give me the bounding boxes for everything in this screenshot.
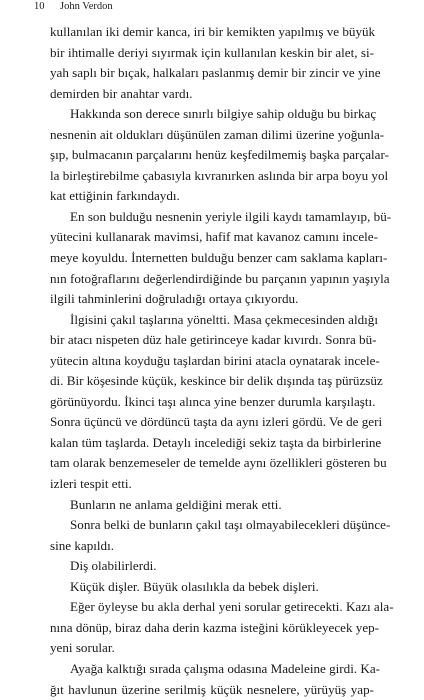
text-line: izleri tespit etti. <box>50 474 374 495</box>
text-line: İlgisini çakıl taşlarına yöneltti. Masa çekmecesinden aldığı <box>50 310 374 331</box>
body-text <box>50 22 374 700</box>
text-line: yah saplı bir bıçak, halkaları paslanmış demir bir zincir ve yine <box>50 63 374 84</box>
paragraph <box>50 515 374 556</box>
text-line: sine kapıldı. <box>50 536 374 557</box>
running-header <box>34 0 113 14</box>
text-line: kat ettiğinin farkındaydı. <box>50 186 374 207</box>
paragraph <box>50 597 374 659</box>
text-line: la birleştirebilme çabasıyla kıvranırken aslında bir arpa boyu yol <box>50 166 374 187</box>
text-line: Sonra belki de bunların çakıl taşı olmayabilecekleri düşünce- <box>50 515 374 536</box>
text-line: Ayağa kalktığı sırada çalışma odasına Madeleine girdi. Ka- <box>50 659 374 680</box>
text-line: Küçük dişler. Büyük olasılıkla da bebek dişleri. <box>50 577 374 598</box>
paragraph <box>50 577 374 598</box>
paragraph <box>50 310 374 495</box>
text-line: görünüyordu. İkinci taşı alınca yine benzer durumla karşılaştı. <box>50 392 374 413</box>
text-line: Bunların ne anlama geldiğini merak etti. <box>50 495 374 516</box>
paragraph <box>50 495 374 516</box>
text-line: nın fotoğraflarını değerlendirdiğinde bu parçanın yapının yaşıyla <box>50 269 374 290</box>
text-line: kalan tüm taşlarda. Detaylı incelediği sekiz taşta da birbirlerine <box>50 433 374 454</box>
page-number: 10 <box>34 0 60 14</box>
text-line: di. Bir köşesinde küçük, keskince bir delik dışında taş pürüzsüz <box>50 371 374 392</box>
text-line: yütecin altına koyduğu taşlardan birini atacla oynatarak incele- <box>50 351 374 372</box>
text-line: tam olarak benzemeseler de temelde aynı özellikleri gösteren bu <box>50 453 374 474</box>
text-line: Sonra üçüncü ve dördüncü taşta da aynı izleri gördü. Ve de geri <box>50 412 374 433</box>
text-line: ğıt havlunun üzerine serilmiş küçük nesnelere, yürüyüş yap- <box>50 680 374 700</box>
paragraph <box>50 556 374 577</box>
text-line: bir atacı nispeten düz hale getirinceye kadar kıvırdı. Sonra bü- <box>50 330 374 351</box>
text-line: demirden bir anahtar vardı. <box>50 84 374 105</box>
text-line: ilgili tahminlerini doğruladığı ortaya çıkıyordu. <box>50 289 374 310</box>
text-line: En son bulduğu nesnenin yeriyle ilgili kaydı tamamlayıp, bü- <box>50 207 374 228</box>
text-line: nesnenin ait oldukları düşünülen zaman dilimi üzerine yoğunla- <box>50 125 374 146</box>
text-line: yütecini kullanarak mavimsi, hafif mat kavanoz camını incele- <box>50 227 374 248</box>
text-line: şıp, bulmacanın parçalarını henüz keşfedilmemiş başka parçalar- <box>50 145 374 166</box>
text-line: meye koyuldu. İnternetten bulduğu benzer cam saklama kapları- <box>50 248 374 269</box>
paragraph <box>50 659 374 700</box>
paragraph <box>50 22 374 104</box>
running-header-author: John Verdon <box>60 1 113 12</box>
text-line: nına dönüp, biraz daha derin kazma isteğini körükleyecek yep- <box>50 618 374 639</box>
text-line: Diş olabilirlerdi. <box>50 556 374 577</box>
text-line: Eğer öyleyse bu akla derhal yeni sorular getirecekti. Kazı ala- <box>50 597 374 618</box>
text-line: bir ihtimalle deriyi sıyırmak için kullanılan keskin bir alet, si- <box>50 43 374 64</box>
paragraph <box>50 207 374 310</box>
paragraph <box>50 104 374 207</box>
text-line: Hakkında son derece sınırlı bilgiye sahip olduğu bu birkaç <box>50 104 374 125</box>
text-line: yeni sorular. <box>50 638 374 659</box>
text-line: kullanılan iki demir kanca, iri bir kemikten yapılmış ve büyük <box>50 22 374 43</box>
